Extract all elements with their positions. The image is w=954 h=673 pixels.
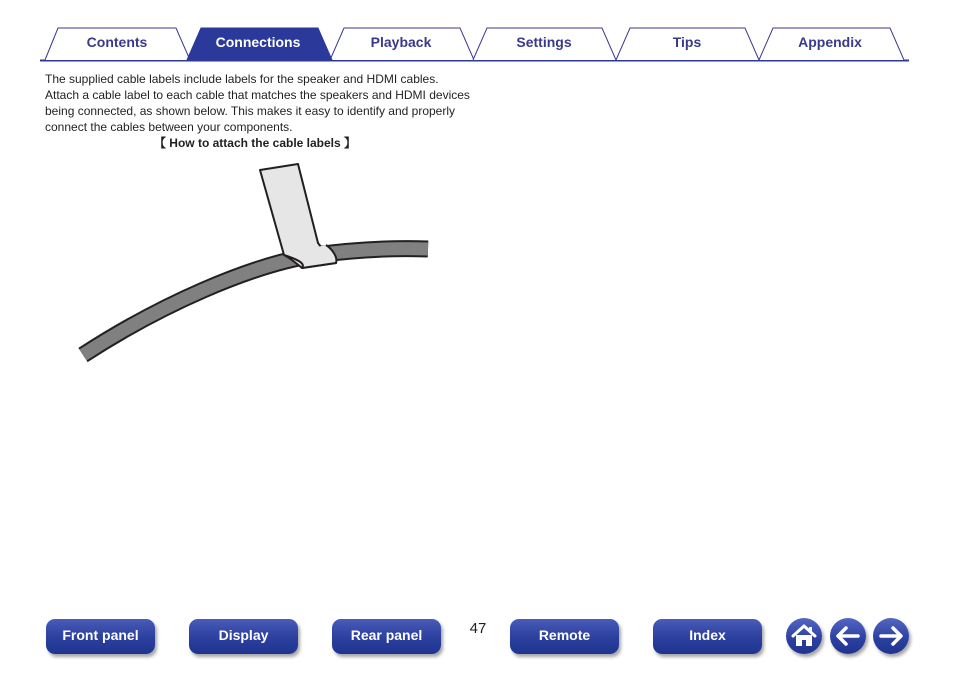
arrow-left-icon	[830, 618, 866, 654]
illustration-caption: 【 How to attach the cable labels 】	[153, 136, 357, 150]
next-page-button[interactable]	[873, 618, 909, 654]
tab-tips[interactable]: Tips	[672, 34, 702, 50]
tab-playback[interactable]: Playback	[370, 34, 432, 50]
remote-button[interactable]: Remote	[510, 619, 619, 654]
front-panel-button[interactable]: Front panel	[46, 619, 155, 654]
index-button[interactable]: Index	[653, 619, 762, 654]
display-button[interactable]: Display	[189, 619, 298, 654]
previous-page-button[interactable]	[830, 618, 866, 654]
rear-panel-button[interactable]: Rear panel	[332, 619, 441, 654]
home-button[interactable]	[786, 618, 822, 654]
tab-settings[interactable]: Settings	[516, 34, 572, 50]
cable-label-illustration	[70, 155, 440, 370]
tab-bar	[0, 0, 954, 66]
home-icon	[786, 618, 822, 654]
tab-contents[interactable]: Contents	[86, 34, 148, 50]
arrow-right-icon	[873, 618, 909, 654]
tab-appendix[interactable]: Appendix	[798, 34, 862, 50]
page-number: 47	[469, 620, 487, 637]
tab-connections[interactable]: Connections	[215, 34, 301, 50]
intro-paragraph: The supplied cable labels include labels for the speaker and HDMI cables. Attach a cable label to each cable that matches the speakers and HDMI devices being connected, as shown below. This makes it easy to identify and properly connect the cables between your components.	[45, 72, 470, 134]
